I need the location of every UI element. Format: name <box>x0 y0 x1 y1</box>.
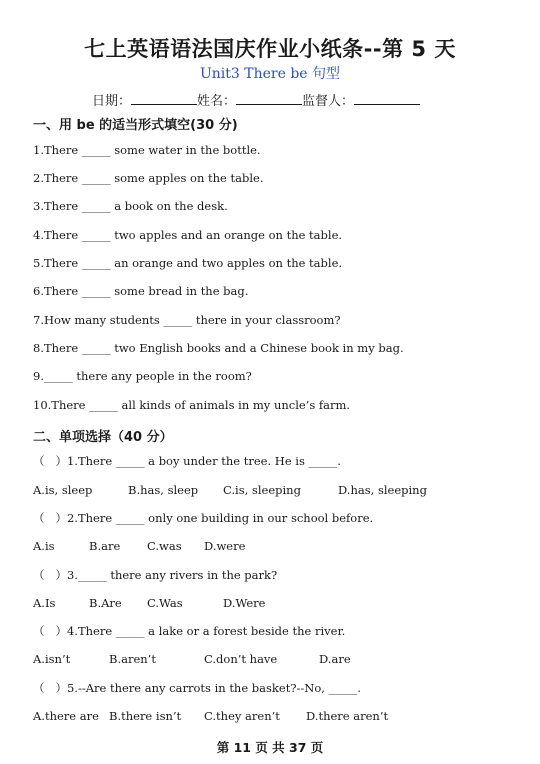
supervisor-blank <box>354 92 420 105</box>
fill-item: 5.There _____ an orange and two apples on the table. <box>33 256 343 270</box>
section2-heading: 二、单项选择（40 分） <box>33 430 173 445</box>
option-c: C.Was <box>147 596 183 610</box>
option-c: C.is, sleeping <box>223 483 301 497</box>
option-b: B.aren’t <box>109 652 156 666</box>
fill-item: 4.There _____ two apples and an orange on the table. <box>33 228 343 242</box>
supervisor-label: 监督人： <box>302 94 355 109</box>
option-a: A.Is <box>33 596 56 610</box>
fill-item: 1.There _____ some water in the bottle. <box>33 143 261 157</box>
option-a: A.is, sleep <box>33 483 93 497</box>
option-b: B.there isn’t <box>109 709 182 723</box>
question-stem: （ ）1.There _____ a boy under the tree. He is _____. <box>33 454 341 468</box>
question-stem: （ ）4.There _____ a lake or a forest beside the river. <box>33 624 346 638</box>
fill-item: 2.There _____ some apples on the table. <box>33 171 264 185</box>
fill-item: 9._____ there any people in the room? <box>33 369 252 383</box>
fill-item: 6.There _____ some bread in the bag. <box>33 284 249 298</box>
fill-item: 8.There _____ two English books and a Chinese book in my bag. <box>33 341 404 355</box>
question-stem: （ ）5.--Are there any carrots in the basket?--No, _____. <box>33 681 361 695</box>
page-number: 第 11 页 共 37 页 <box>216 740 324 755</box>
option-a: A.there are <box>33 709 99 723</box>
option-d: D.Were <box>223 596 266 610</box>
date-blank <box>131 92 197 105</box>
option-d: D.has, sleeping <box>338 483 427 497</box>
option-d: D.were <box>204 539 246 553</box>
date-label: 日期： <box>92 94 132 109</box>
fill-item: 3.There _____ a book on the desk. <box>33 199 228 213</box>
option-b: B.are <box>89 539 121 553</box>
question-stem: （ ）2.There _____ only one building in our school before. <box>33 511 374 525</box>
option-d: D.there aren’t <box>306 709 389 723</box>
info-line <box>92 90 420 109</box>
option-d: D.are <box>319 652 351 666</box>
name-blank <box>236 92 302 105</box>
option-a: A.is <box>33 539 55 553</box>
page-subtitle: Unit3 There be 句型 <box>199 66 341 82</box>
option-c: C.was <box>147 539 182 553</box>
fill-item: 10.There _____ all kinds of animals in my uncle’s farm. <box>33 398 351 412</box>
page-title: 七上英语语法国庆作业小纸条--第 5 天 <box>84 37 456 61</box>
option-b: B.has, sleep <box>128 483 199 497</box>
fill-item: 7.How many students _____ there in your classroom? <box>33 313 341 327</box>
option-c: C.don’t have <box>204 652 278 666</box>
option-a: A.isn’t <box>33 652 71 666</box>
section1-heading: 一、用 be 的适当形式填空(30 分) <box>33 118 238 133</box>
option-b: B.Are <box>89 596 122 610</box>
name-label: 姓名： <box>197 94 237 109</box>
option-c: C.they aren’t <box>204 709 280 723</box>
question-stem: （ ）3._____ there any rivers in the park? <box>33 568 278 582</box>
